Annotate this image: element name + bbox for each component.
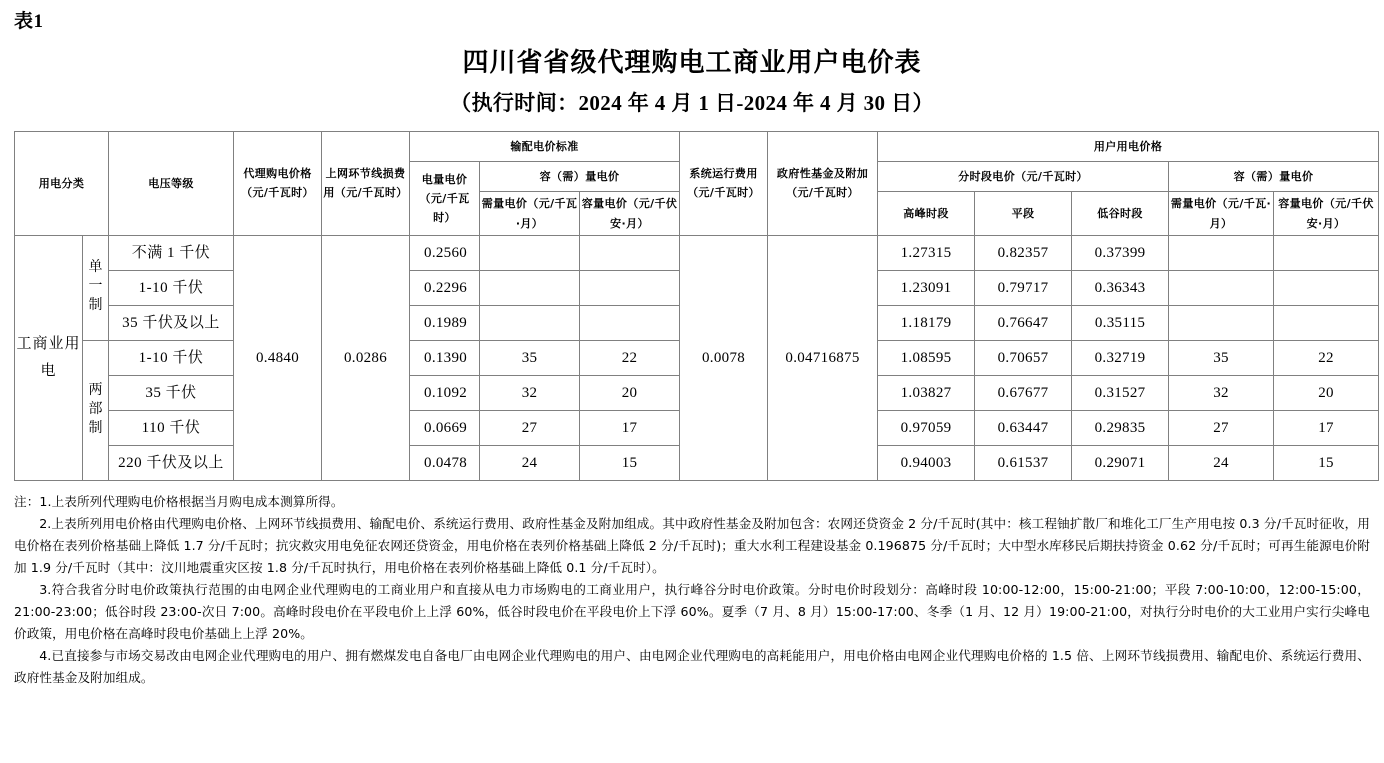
cell-government-fund-surcharge: 0.04716875 <box>768 235 878 480</box>
note-1: 注：1.上表所列代理购电价格根据当月购电成本测算所得。 <box>14 493 344 509</box>
cell-valley-price: 0.37399 <box>1072 235 1169 270</box>
th-grid-line-loss-fee: 上网环节线损费用（元/千瓦时） <box>322 131 410 235</box>
cell-td-energy-price: 0.1390 <box>410 340 480 375</box>
cell-td-capacity-price: 20 <box>580 375 680 410</box>
cell-voltage: 110 千伏 <box>109 410 234 445</box>
cell-flat-price: 0.63447 <box>975 410 1072 445</box>
table-body <box>15 235 1379 480</box>
cell-agent-purchase-price: 0.4840 <box>234 235 322 480</box>
th-valley-period: 低谷时段 <box>1072 192 1169 236</box>
cell-td-energy-price: 0.0478 <box>410 445 480 480</box>
cell-valley-price: 0.35115 <box>1072 305 1169 340</box>
cell-user-capacity-price: 20 <box>1274 375 1379 410</box>
cell-tariff-group-single <box>83 235 109 340</box>
th-user-capacity-demand-price: 容（需）量电价 <box>1169 161 1379 191</box>
cell-valley-price: 0.36343 <box>1072 270 1169 305</box>
cell-td-capacity-price <box>580 270 680 305</box>
cell-user-demand-price: 32 <box>1169 375 1274 410</box>
cell-user-capacity-price <box>1274 305 1379 340</box>
electricity-price-table <box>14 131 1379 481</box>
page-title: 四川省省级代理购电工商业用户电价表 <box>462 48 922 77</box>
th-peak-period: 高峰时段 <box>878 192 975 236</box>
cell-td-demand-price: 32 <box>480 375 580 410</box>
cell-user-capacity-price: 15 <box>1274 445 1379 480</box>
cell-peak-price: 0.94003 <box>878 445 975 480</box>
cell-voltage: 1-10 千伏 <box>109 270 234 305</box>
note-3: 3.符合我省分时电价政策执行范围的由电网企业代理购电的工商业用户和直接从电力市场购电的工商业用户，执行峰谷分时电价政策。分时电价时段划分：高峰时段 10:00-12:00，15:00-21:00；平段 7:00-10:00，12:00-15:00，21:00-23:00；低谷时段 23:00-次日 7:00。高峰时段电价在平段电价上上浮 60%，低谷时段电价在平段电价上下浮 60%。夏季（7 月、8 月）15:00-17:00、冬季（1 月、12 月）19:00-21:00，对执行分时电价的大工业用户实行尖峰电价政策，用电价格在高峰时段电价基础上上浮 20%。 <box>14 582 1370 641</box>
cell-valley-price: 0.29835 <box>1072 410 1169 445</box>
cell-valley-price: 0.32719 <box>1072 340 1169 375</box>
cell-category: 工商业用电 <box>15 235 83 480</box>
table-header <box>15 131 1379 235</box>
cell-td-energy-price: 0.1092 <box>410 375 480 410</box>
header-row-1 <box>15 131 1379 161</box>
cell-td-capacity-price: 15 <box>580 445 680 480</box>
cell-td-capacity-price: 22 <box>580 340 680 375</box>
note-2: 2.上表所列用电价格由代理购电价格、上网环节线损费用、输配电价、系统运行费用、政府性基金及附加组成。其中政府性基金及附加包含：农网还贷资金 2 分/千瓦时(其中：核工程铀扩散厂和堆化工厂生产用电按 0.3 分/千瓦时征收，用电价格在表列价格基础上降低 1.7 分/千瓦时；抗灾救灾用电免征农网还贷资金，用电价格在表列价格基础上降低 2 分/千瓦时)；重大水利工程建设基金 0.196875 分/千瓦时；大中型水库移民后期扶持资金 0.62 分/千瓦时；可再生能源电价附加 1.9 分/千瓦时（其中：汶川地震重灾区按 1.8 分/千瓦时执行，用电价格在表列价格基础上降低 0.1 分/千瓦时）。 <box>14 516 1370 575</box>
cell-td-demand-price <box>480 305 580 340</box>
cell-td-capacity-price <box>580 235 680 270</box>
th-transmission-distribution-standard: 输配电价标准 <box>410 131 680 161</box>
cell-peak-price: 1.03827 <box>878 375 975 410</box>
cell-system-operation-fee: 0.0078 <box>680 235 768 480</box>
th-voltage-level: 电压等级 <box>109 131 234 235</box>
th-category: 用电分类 <box>15 131 109 235</box>
cell-voltage: 不满 1 千伏 <box>109 235 234 270</box>
th-tou-price: 分时段电价（元/千瓦时） <box>878 161 1169 191</box>
cell-flat-price: 0.76647 <box>975 305 1072 340</box>
cell-flat-price: 0.61537 <box>975 445 1072 480</box>
cell-user-demand-price: 27 <box>1169 410 1274 445</box>
cell-peak-price: 1.27315 <box>878 235 975 270</box>
page-subtitle: （执行时间：2024 年 4 月 1 日-2024 年 4 月 30 日） <box>450 90 934 115</box>
cell-user-demand-price <box>1169 235 1274 270</box>
th-agent-purchase-price: 代理购电价格（元/千瓦时） <box>234 131 322 235</box>
cell-flat-price: 0.79717 <box>975 270 1072 305</box>
th-government-fund-surcharge: 政府性基金及附加（元/千瓦时） <box>768 131 878 235</box>
cell-user-capacity-price: 22 <box>1274 340 1379 375</box>
cell-voltage: 220 千伏及以上 <box>109 445 234 480</box>
notes-section <box>14 491 1370 689</box>
th-td-demand-price: 需量电价（元/千瓦·月） <box>480 192 580 236</box>
cell-peak-price: 0.97059 <box>878 410 975 445</box>
cell-td-energy-price: 0.2296 <box>410 270 480 305</box>
cell-peak-price: 1.08595 <box>878 340 975 375</box>
table-label: 表1 <box>14 11 44 32</box>
th-flat-period: 平段 <box>975 192 1072 236</box>
cell-user-demand-price: 24 <box>1169 445 1274 480</box>
cell-td-demand-price <box>480 235 580 270</box>
cell-td-capacity-price <box>580 305 680 340</box>
cell-voltage: 1-10 千伏 <box>109 340 234 375</box>
cell-td-energy-price: 0.1989 <box>410 305 480 340</box>
cell-td-energy-price: 0.0669 <box>410 410 480 445</box>
cell-grid-line-loss-fee: 0.0286 <box>322 235 410 480</box>
cell-user-demand-price: 35 <box>1169 340 1274 375</box>
cell-user-demand-price <box>1169 270 1274 305</box>
th-user-capacity-price: 容量电价（元/千伏安·月） <box>1274 192 1379 236</box>
tariff-group-label: 两部制 <box>88 382 103 436</box>
cell-user-demand-price <box>1169 305 1274 340</box>
th-td-capacity-demand-price: 容（需）量电价 <box>480 161 680 191</box>
tariff-group-label: 单一制 <box>88 260 103 314</box>
cell-td-demand-price: 24 <box>480 445 580 480</box>
cell-td-capacity-price: 17 <box>580 410 680 445</box>
th-system-operation-fee: 系统运行费用（元/千瓦时） <box>680 131 768 235</box>
cell-tariff-group-two-part <box>83 340 109 480</box>
cell-td-demand-price: 27 <box>480 410 580 445</box>
cell-valley-price: 0.29071 <box>1072 445 1169 480</box>
th-td-energy-price: 电量电价（元/千瓦时） <box>410 161 480 235</box>
th-td-capacity-price: 容量电价（元/千伏安·月） <box>580 192 680 236</box>
cell-peak-price: 1.18179 <box>878 305 975 340</box>
cell-peak-price: 1.23091 <box>878 270 975 305</box>
cell-td-demand-price <box>480 270 580 305</box>
th-user-electricity-price: 用户用电价格 <box>878 131 1379 161</box>
cell-voltage: 35 千伏及以上 <box>109 305 234 340</box>
cell-user-capacity-price <box>1274 235 1379 270</box>
cell-flat-price: 0.70657 <box>975 340 1072 375</box>
th-user-demand-price: 需量电价（元/千瓦·月） <box>1169 192 1274 236</box>
cell-td-energy-price: 0.2560 <box>410 235 480 270</box>
cell-valley-price: 0.31527 <box>1072 375 1169 410</box>
cell-user-capacity-price <box>1274 270 1379 305</box>
cell-flat-price: 0.67677 <box>975 375 1072 410</box>
note-4: 4.已直接参与市场交易改由电网企业代理购电的用户、拥有燃煤发电自备电厂由电网企业代理购电的用户、由电网企业代理购电的高耗能用户，用电价格由电网企业代理购电价格的 1.5 倍、上网环节线损费用、输配电价、系统运行费用、政府性基金及附加组成。 <box>14 648 1370 686</box>
cell-td-demand-price: 35 <box>480 340 580 375</box>
cell-user-capacity-price: 17 <box>1274 410 1379 445</box>
table-row <box>15 235 1379 270</box>
cell-voltage: 35 千伏 <box>109 375 234 410</box>
cell-flat-price: 0.82357 <box>975 235 1072 270</box>
